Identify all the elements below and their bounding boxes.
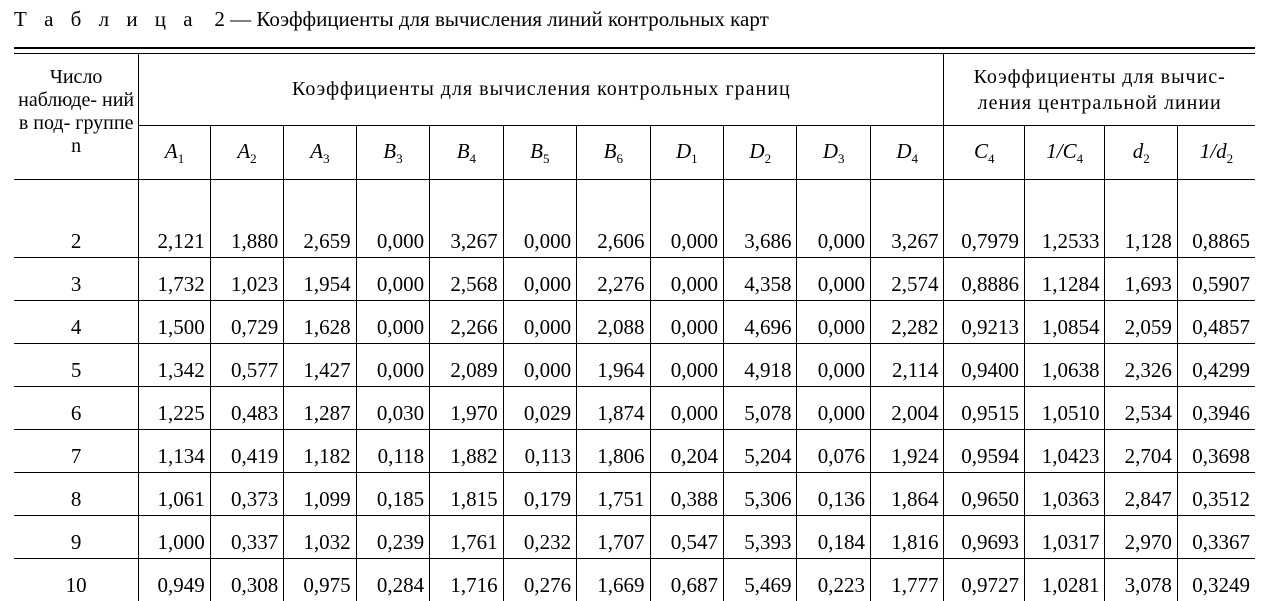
value-cell: 3,078	[1105, 559, 1177, 601]
value-cell: 1,032	[284, 516, 356, 559]
value-cell: 2,059	[1105, 301, 1177, 344]
table-top-rule	[14, 47, 1255, 49]
column-symbol: d	[1133, 139, 1144, 163]
column-subscript: 6	[616, 151, 623, 166]
table-caption	[14, 4, 769, 34]
value-cell: 0,975	[284, 559, 356, 601]
value-cell: 0,000	[797, 180, 870, 258]
value-cell: 5,393	[724, 516, 797, 559]
value-cell: 1,134	[139, 430, 210, 473]
table-row	[14, 344, 1255, 387]
coefficients-table	[14, 53, 1255, 601]
value-cell: 1,0317	[1024, 516, 1105, 559]
n-column-header: Число наблюде- ний в под- группе n	[14, 54, 139, 180]
table-row	[14, 387, 1255, 430]
value-cell: 1,0363	[1024, 473, 1105, 516]
value-cell: 1,970	[430, 387, 503, 430]
value-cell: 0,179	[503, 473, 576, 516]
value-cell: 2,121	[139, 180, 210, 258]
value-cell: 1,2533	[1024, 180, 1105, 258]
column-header	[210, 126, 283, 180]
table-row	[14, 516, 1255, 559]
column-symbol: A	[310, 139, 323, 163]
value-cell: 1,342	[139, 344, 210, 387]
value-cell: 5,204	[724, 430, 797, 473]
value-cell: 0,483	[210, 387, 283, 430]
column-subscript: 4	[470, 151, 477, 166]
value-cell: 0,000	[356, 180, 429, 258]
value-cell: 1,707	[577, 516, 650, 559]
column-subscript: 4	[1077, 151, 1084, 166]
column-header	[870, 126, 943, 180]
row-n-cell: 7	[14, 430, 139, 473]
column-subscript: 3	[396, 151, 403, 166]
value-cell: 1,716	[430, 559, 503, 601]
column-subscript: 4	[988, 151, 995, 166]
value-cell: 5,078	[724, 387, 797, 430]
value-cell: 3,267	[870, 180, 943, 258]
value-cell: 0,577	[210, 344, 283, 387]
value-cell: 3,686	[724, 180, 797, 258]
caption-text: 2 — Коэффициенты для вычисления линий контрольных карт	[214, 7, 768, 31]
value-cell: 2,088	[577, 301, 650, 344]
value-cell: 0,729	[210, 301, 283, 344]
column-subscript: 2	[1143, 151, 1150, 166]
column-symbol: D	[823, 139, 838, 163]
value-cell: 0,9594	[944, 430, 1025, 473]
value-cell: 0,388	[650, 473, 723, 516]
column-symbol: 1/C	[1046, 139, 1076, 163]
value-cell: 0,419	[210, 430, 283, 473]
table-row	[14, 473, 1255, 516]
value-cell: 2,004	[870, 387, 943, 430]
value-cell: 0,9727	[944, 559, 1025, 601]
value-cell: 1,0854	[1024, 301, 1105, 344]
value-cell: 0,547	[650, 516, 723, 559]
value-cell: 4,696	[724, 301, 797, 344]
value-cell: 1,777	[870, 559, 943, 601]
column-header	[944, 126, 1025, 180]
value-cell: 2,704	[1105, 430, 1177, 473]
column-header	[1177, 126, 1255, 180]
value-cell: 1,0423	[1024, 430, 1105, 473]
value-cell: 0,3367	[1177, 516, 1255, 559]
value-cell: 3,267	[430, 180, 503, 258]
row-n-cell: 6	[14, 387, 139, 430]
value-cell: 0,000	[650, 387, 723, 430]
row-n-cell: 8	[14, 473, 139, 516]
column-symbol: A	[165, 139, 178, 163]
value-cell: 0,113	[503, 430, 576, 473]
column-symbol: B	[530, 139, 543, 163]
column-header	[797, 126, 870, 180]
column-symbol: D	[896, 139, 911, 163]
value-cell: 5,306	[724, 473, 797, 516]
value-cell: 0,239	[356, 516, 429, 559]
value-cell: 1,732	[139, 258, 210, 301]
column-header	[1024, 126, 1105, 180]
value-cell: 4,918	[724, 344, 797, 387]
value-cell: 2,847	[1105, 473, 1177, 516]
value-cell: 1,815	[430, 473, 503, 516]
row-n-cell: 9	[14, 516, 139, 559]
value-cell: 1,628	[284, 301, 356, 344]
column-subscript: 2	[250, 151, 257, 166]
value-cell: 0,3946	[1177, 387, 1255, 430]
value-cell: 1,225	[139, 387, 210, 430]
value-cell: 2,606	[577, 180, 650, 258]
value-cell: 0,5907	[1177, 258, 1255, 301]
value-cell: 0,184	[797, 516, 870, 559]
value-cell: 0,3249	[1177, 559, 1255, 601]
value-cell: 1,761	[430, 516, 503, 559]
row-n-cell: 4	[14, 301, 139, 344]
value-cell: 0,8886	[944, 258, 1025, 301]
column-symbol: C	[974, 139, 988, 163]
value-cell: 1,924	[870, 430, 943, 473]
value-cell: 0,3512	[1177, 473, 1255, 516]
value-cell: 0,9693	[944, 516, 1025, 559]
value-cell: 0,949	[139, 559, 210, 601]
column-header	[650, 126, 723, 180]
row-n-cell: 5	[14, 344, 139, 387]
value-cell: 0,000	[650, 344, 723, 387]
column-subscript: 5	[543, 151, 550, 166]
value-cell: 1,099	[284, 473, 356, 516]
value-cell: 0,000	[356, 344, 429, 387]
row-n-cell: 3	[14, 258, 139, 301]
value-cell: 0,000	[503, 301, 576, 344]
value-cell: 0,232	[503, 516, 576, 559]
column-subscript: 2	[765, 151, 772, 166]
value-cell: 0,000	[503, 344, 576, 387]
column-header	[1105, 126, 1177, 180]
caption-label: Т а б л и ц а	[14, 7, 199, 31]
value-cell: 2,114	[870, 344, 943, 387]
value-cell: 0,076	[797, 430, 870, 473]
value-cell: 0,8865	[1177, 180, 1255, 258]
value-cell: 0,000	[356, 301, 429, 344]
value-cell: 1,0281	[1024, 559, 1105, 601]
value-cell: 0,000	[503, 180, 576, 258]
value-cell: 1,023	[210, 258, 283, 301]
value-cell: 1,500	[139, 301, 210, 344]
column-subscript: 3	[323, 151, 330, 166]
value-cell: 1,000	[139, 516, 210, 559]
value-cell: 0,9213	[944, 301, 1025, 344]
value-cell: 1,806	[577, 430, 650, 473]
value-cell: 2,326	[1105, 344, 1177, 387]
value-cell: 0,373	[210, 473, 283, 516]
value-cell: 0,284	[356, 559, 429, 601]
column-symbol: B	[604, 139, 617, 163]
column-header	[430, 126, 503, 180]
value-cell: 0,308	[210, 559, 283, 601]
value-cell: 1,1284	[1024, 258, 1105, 301]
column-header	[139, 126, 210, 180]
row-n-cell: 10	[14, 559, 139, 601]
value-cell: 5,469	[724, 559, 797, 601]
value-cell: 1,816	[870, 516, 943, 559]
value-cell: 0,337	[210, 516, 283, 559]
value-cell: 1,128	[1105, 180, 1177, 258]
column-header	[356, 126, 429, 180]
column-symbol: 1/d	[1200, 139, 1227, 163]
value-cell: 0,7979	[944, 180, 1025, 258]
column-header	[503, 126, 576, 180]
value-cell: 2,970	[1105, 516, 1177, 559]
value-cell: 1,880	[210, 180, 283, 258]
column-symbol: B	[383, 139, 396, 163]
value-cell: 1,182	[284, 430, 356, 473]
column-symbol: B	[457, 139, 470, 163]
value-cell: 0,029	[503, 387, 576, 430]
column-header	[577, 126, 650, 180]
value-cell: 1,061	[139, 473, 210, 516]
value-cell: 1,954	[284, 258, 356, 301]
table-row	[14, 301, 1255, 344]
value-cell: 0,223	[797, 559, 870, 601]
column-subscript: 2	[1227, 151, 1234, 166]
value-cell: 0,9515	[944, 387, 1025, 430]
column-subscript: 4	[912, 151, 919, 166]
table-row	[14, 180, 1255, 258]
value-cell: 1,287	[284, 387, 356, 430]
column-subscript: 1	[691, 151, 698, 166]
header-row-columns	[14, 126, 1255, 180]
table-row	[14, 430, 1255, 473]
value-cell: 0,9400	[944, 344, 1025, 387]
value-cell: 0,185	[356, 473, 429, 516]
value-cell: 0,000	[797, 258, 870, 301]
value-cell: 0,687	[650, 559, 723, 601]
value-cell: 4,358	[724, 258, 797, 301]
column-symbol: D	[676, 139, 691, 163]
value-cell: 2,089	[430, 344, 503, 387]
value-cell: 2,266	[430, 301, 503, 344]
column-subscript: 1	[178, 151, 185, 166]
value-cell: 0,000	[503, 258, 576, 301]
value-cell: 0,204	[650, 430, 723, 473]
value-cell: 1,427	[284, 344, 356, 387]
value-cell: 1,693	[1105, 258, 1177, 301]
value-cell: 0,3698	[1177, 430, 1255, 473]
value-cell: 1,751	[577, 473, 650, 516]
value-cell: 1,882	[430, 430, 503, 473]
value-cell: 0,000	[356, 258, 429, 301]
column-symbol: A	[237, 139, 250, 163]
value-cell: 0,000	[650, 301, 723, 344]
value-cell: 0,000	[650, 258, 723, 301]
value-cell: 0,030	[356, 387, 429, 430]
value-cell: 1,0638	[1024, 344, 1105, 387]
central-line-group-header: Коэффициенты для вычис- ления центральной линии	[944, 54, 1255, 126]
column-symbol: D	[749, 139, 764, 163]
value-cell: 0,000	[797, 387, 870, 430]
value-cell: 2,568	[430, 258, 503, 301]
value-cell: 2,276	[577, 258, 650, 301]
value-cell: 0,000	[797, 301, 870, 344]
value-cell: 2,534	[1105, 387, 1177, 430]
value-cell: 1,964	[577, 344, 650, 387]
column-header	[724, 126, 797, 180]
value-cell: 0,000	[650, 180, 723, 258]
table-row	[14, 559, 1255, 601]
value-cell: 2,659	[284, 180, 356, 258]
value-cell: 0,000	[797, 344, 870, 387]
table-row	[14, 258, 1255, 301]
column-header	[284, 126, 356, 180]
column-subscript: 3	[838, 151, 845, 166]
value-cell: 0,4299	[1177, 344, 1255, 387]
value-cell: 0,4857	[1177, 301, 1255, 344]
value-cell: 2,282	[870, 301, 943, 344]
row-n-cell: 2	[14, 180, 139, 258]
value-cell: 1,0510	[1024, 387, 1105, 430]
value-cell: 1,874	[577, 387, 650, 430]
value-cell: 0,276	[503, 559, 576, 601]
value-cell: 1,864	[870, 473, 943, 516]
control-limits-group-header: Коэффициенты для вычисления контрольных границ	[139, 54, 944, 126]
value-cell: 0,136	[797, 473, 870, 516]
value-cell: 1,669	[577, 559, 650, 601]
value-cell: 0,118	[356, 430, 429, 473]
value-cell: 2,574	[870, 258, 943, 301]
header-row-groups	[14, 54, 1255, 126]
value-cell: 0,9650	[944, 473, 1025, 516]
